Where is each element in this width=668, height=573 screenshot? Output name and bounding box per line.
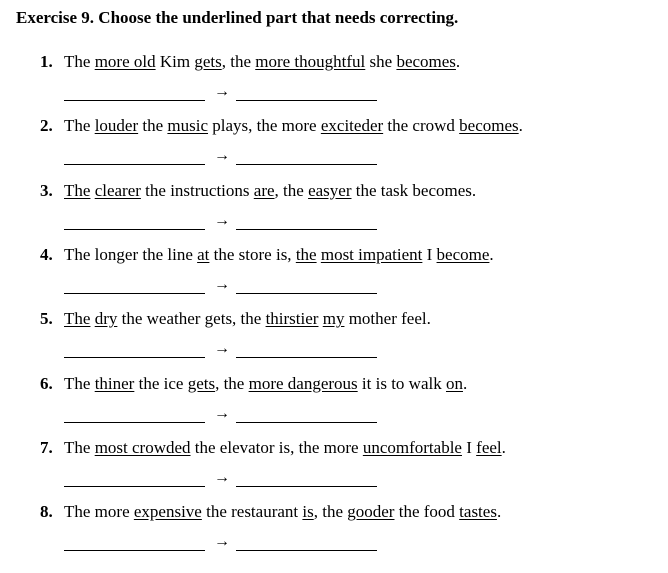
sentence-text: The [64,373,95,393]
arrow-icon: → [214,533,230,551]
underlined-option[interactable]: dry [94,309,118,329]
exercise-item [40,372,660,422]
underlined-option[interactable]: thirstier [265,309,319,329]
wrong-part-blank[interactable] [64,550,205,551]
underlined-option[interactable]: expensive [133,502,202,522]
correction-blank[interactable] [236,357,377,358]
underlined-option[interactable]: music [167,116,209,136]
underlined-option[interactable]: tastes [459,502,497,522]
sentence-text: the ice [134,373,188,393]
underlined-option[interactable]: exciteder [320,116,384,136]
wrong-part-blank[interactable] [64,164,205,165]
answer-row [64,339,384,359]
underlined-option[interactable]: thiner [94,373,135,393]
underlined-option[interactable]: The [64,180,91,200]
underlined-option[interactable]: easyer [308,180,352,200]
correction-blank[interactable] [236,229,377,230]
underlined-option[interactable]: clearer [94,180,141,200]
answer-row [64,82,384,102]
correction-blank[interactable] [236,293,377,294]
item-number: 4. [40,244,53,264]
sentence-text: . [496,502,502,522]
exercise-title: Exercise 9. Choose the underlined part that needs correcting. [16,8,459,27]
question-sentence [40,372,660,396]
underlined-option[interactable]: the [295,244,317,264]
exercise-item [40,114,660,165]
underlined-option[interactable]: more dangerous [248,373,358,393]
underlined-option[interactable]: uncomfortable [362,437,462,457]
sentence-text: the crowd [383,116,460,136]
underlined-option[interactable]: feel [476,437,502,457]
correction-blank[interactable] [236,486,377,487]
answer-row [64,146,384,166]
underlined-option[interactable]: becomes [396,52,456,71]
underlined-option[interactable]: The [64,309,91,329]
underlined-option[interactable]: most impatient [320,244,423,264]
answer-row [64,532,384,552]
sentence-text: the restaurant [201,502,303,522]
sentence-text: the store is, [209,244,296,264]
exercise-item [40,179,660,229]
sentence-text: it is to walk [357,373,446,393]
underlined-option[interactable]: becomes [459,116,519,136]
sentence-text: , the [274,180,309,200]
underlined-option[interactable]: is [302,502,314,522]
sentence-text: , the [313,502,348,522]
wrong-part-blank[interactable] [64,422,205,423]
wrong-part-blank[interactable] [64,486,205,487]
question-sentence [40,114,660,138]
sentence-text: plays, the more [208,116,321,136]
item-number: 6. [40,373,53,393]
underlined-option[interactable]: become [436,244,490,264]
underlined-option[interactable]: at [197,244,210,264]
underlined-option[interactable]: more old [94,52,156,71]
sentence-text: . [462,373,468,393]
underlined-option[interactable]: on [445,373,463,393]
arrow-icon: → [214,340,230,358]
correction-blank[interactable] [236,422,377,423]
sentence-text: the elevator is, the more [190,437,363,457]
sentence-text: I [461,437,477,457]
arrow-icon: → [214,83,230,100]
answer-row [64,275,384,295]
sentence-text: Kim [155,52,195,71]
sentence-text: The more [64,502,134,522]
sentence-text: mother feel. [344,309,431,329]
sentence-text: The longer the line [64,244,198,264]
arrow-icon: → [214,275,230,293]
answer-row [64,211,384,231]
item-number: 1. [40,52,53,71]
sentence-text: The [64,116,95,136]
underlined-option[interactable]: gets [187,373,216,393]
correction-blank[interactable] [236,550,377,551]
item-number: 8. [40,502,53,522]
question-sentence [40,179,660,203]
underlined-option[interactable]: most crowded [94,437,191,457]
arrow-icon: → [214,147,230,165]
item-number: 5. [40,309,53,329]
wrong-part-blank[interactable] [64,357,205,358]
sentence-text: the task becomes. [351,180,477,200]
item-number: 3. [40,180,53,200]
exercise-item [40,500,660,551]
question-sentence [40,50,660,74]
arrow-icon: → [214,211,230,229]
correction-blank[interactable] [236,100,377,101]
underlined-option[interactable]: gets [194,52,222,71]
underlined-option[interactable]: louder [94,116,139,136]
sentence-text: I [422,244,437,264]
underlined-option[interactable]: more thoughtful [255,52,366,71]
sentence-text: . [518,116,523,136]
underlined-option[interactable]: gooder [347,502,395,522]
question-sentence [40,307,660,331]
underlined-option[interactable]: are [253,180,275,200]
question-sentence [40,436,660,460]
sentence-text: the weather gets, the [117,309,266,329]
wrong-part-blank[interactable] [64,293,205,294]
arrow-icon: → [214,468,230,486]
arrow-icon: → [214,404,230,422]
item-number: 7. [40,437,53,457]
sentence-text: she [365,52,397,71]
sentence-text: The [64,52,95,71]
sentence-text: . [455,52,461,71]
sentence-text: . [501,437,506,457]
wrong-part-blank[interactable] [64,229,205,230]
correction-blank[interactable] [236,164,377,165]
sentence-text: The [64,437,95,457]
exercise-item [40,50,660,100]
exercise-item [40,436,660,486]
answer-row [64,468,384,488]
answer-row [64,404,384,424]
sentence-text: , the [215,373,249,393]
sentence-text: , the [221,52,256,71]
sentence-text: the [138,116,168,136]
exercise-item [40,307,660,358]
sentence-text: the instructions [140,180,254,200]
item-number: 2. [40,116,53,136]
sentence-text: the food [394,502,460,522]
underlined-option[interactable]: my [322,309,345,329]
question-sentence [40,243,660,267]
exercise-item [40,243,660,293]
question-sentence [40,500,660,524]
sentence-text: . [489,244,494,264]
wrong-part-blank[interactable] [64,100,205,101]
